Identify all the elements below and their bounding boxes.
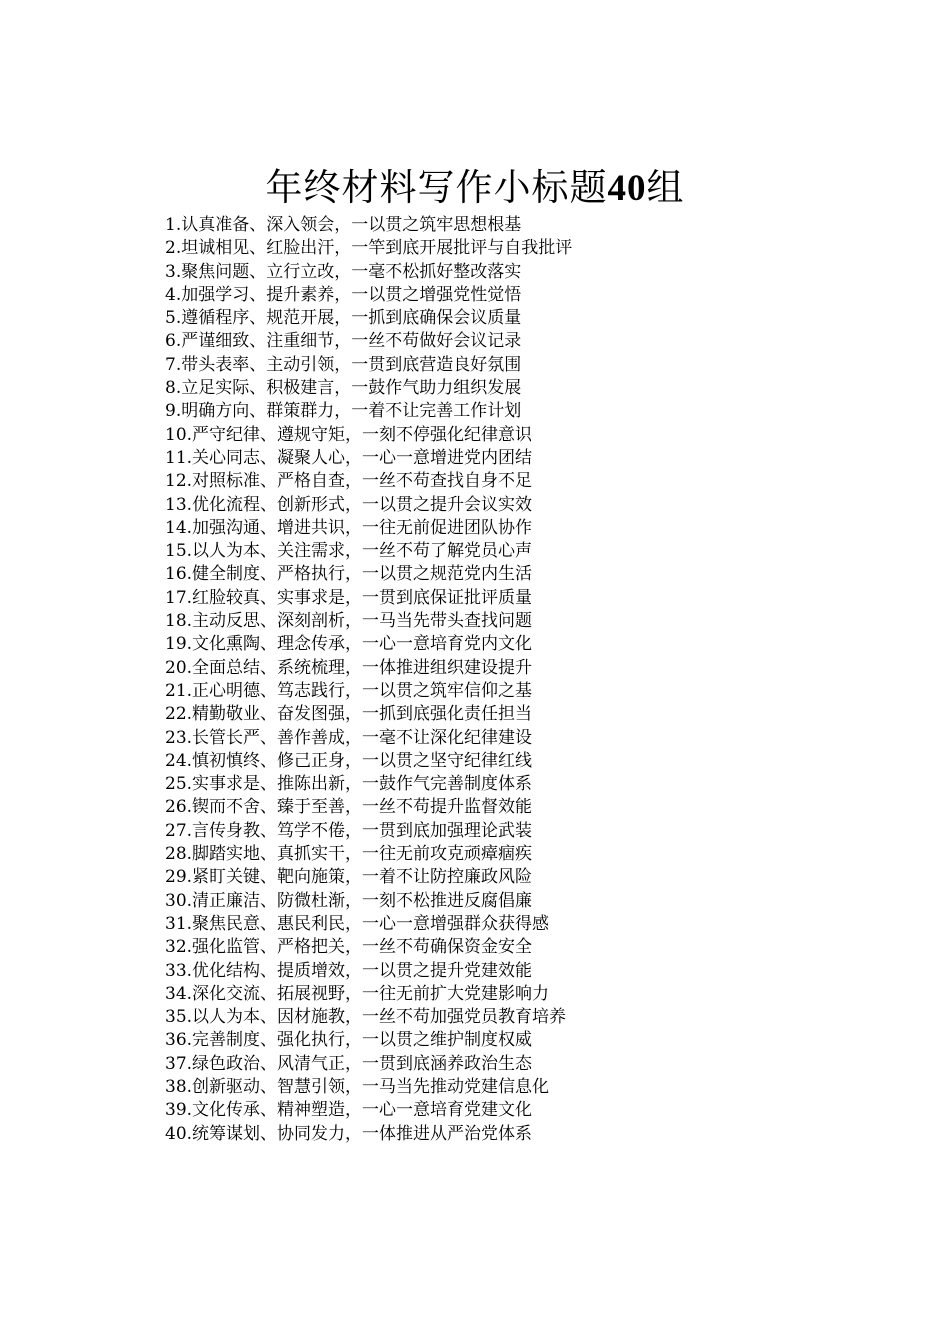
list-item: 10.严守纪律、遵规守矩，一刻不停强化纪律意识 [165,424,533,445]
list-item: 21.正心明德、笃志践行，一以贯之筑牢信仰之基 [165,680,533,701]
list-item: 11.关心同志、凝聚人心，一心一意增进党内团结 [165,447,533,468]
list-item: 29.紧盯关键、靶向施策，一着不让防控廉政风险 [165,867,533,888]
heading-list [165,214,865,1146]
list-item: 22.精勤敬业、奋发图强，一抓到底强化责任担当 [165,704,533,725]
list-item: 6.严谨细致、注重细节，一丝不苟做好会议记录 [165,331,522,352]
title-text: 年终材料写作小标题 [265,166,608,209]
title-suffix: 组 [646,166,685,209]
list-item: 20.全面总结、系统梳理，一体推进组织建设提升 [165,657,533,678]
list-item: 24.慎初慎终、修己正身，一以贯之坚守纪律红线 [165,750,533,771]
list-item: 12.对照标准、严格自查，一丝不苟查找自身不足 [165,471,533,492]
list-item: 2.坦诚相见、红脸出汗，一竿到底开展批评与自我批评 [165,238,573,259]
document-title [0,162,950,215]
list-item: 36.完善制度、强化执行，一以贯之维护制度权威 [165,1030,533,1051]
list-item: 13.优化流程、创新形式，一以贯之提升会议实效 [165,494,533,515]
list-item: 14.加强沟通、增进共识，一往无前促进团队协作 [165,517,533,538]
list-item: 33.优化结构、提质增效，一以贯之提升党建效能 [165,960,533,981]
list-item: 23.长管长严、善作善成，一毫不让深化纪律建设 [165,727,533,748]
list-item: 26.锲而不舍、臻于至善，一丝不苟提升监督效能 [165,797,533,818]
list-item: 7.带头表率、主动引领，一贯到底营造良好氛围 [165,354,522,375]
list-item: 25.实事求是、推陈出新，一鼓作气完善制度体系 [165,774,533,795]
list-item: 3.聚焦问题、立行立改，一毫不松抓好整改落实 [165,261,522,282]
list-item: 15.以人为本、关注需求，一丝不苟了解党员心声 [165,541,533,562]
list-item: 18.主动反思、深刻剖析，一马当先带头查找问题 [165,611,533,632]
list-item: 16.健全制度、严格执行，一以贯之规范党内生活 [165,564,533,585]
list-item: 39.文化传承、精神塑造，一心一意培育党建文化 [165,1100,533,1121]
list-item: 34.深化交流、拓展视野，一往无前扩大党建影响力 [165,983,550,1004]
list-item: 1.认真准备、深入领会，一以贯之筑牢思想根基 [165,215,522,235]
list-item: 5.遵循程序、规范开展，一抓到底确保会议质量 [165,308,522,329]
list-item: 38.创新驱动、智慧引领，一马当先推动党建信息化 [165,1076,550,1097]
list-item: 4.加强学习、提升素养，一以贯之增强党性觉悟 [165,284,522,305]
list-item: 40.统筹谋划、协同发力，一体推进从严治党体系 [165,1123,533,1144]
list-item: 19.文化熏陶、理念传承，一心一意培育党内文化 [165,634,533,655]
list-item: 28.脚踏实地、真抓实干，一往无前攻克顽瘴痼疾 [165,844,533,865]
list-item: 9.明确方向、群策群力，一着不让完善工作计划 [165,401,522,422]
list-item: 35.以人为本、因材施教，一丝不苟加强党员教育培养 [165,1007,567,1028]
list-item: 17.红脸较真、实事求是，一贯到底保证批评质量 [165,587,533,608]
list-item: 30.清正廉洁、防微杜渐，一刻不松推进反腐倡廉 [165,890,533,911]
list-item: 31.聚焦民意、惠民利民，一心一意增强群众获得感 [165,913,550,934]
list-item: 27.言传身教、笃学不倦，一贯到底加强理论武装 [165,820,533,841]
list-item: 8.立足实际、积极建言，一鼓作气助力组织发展 [165,378,522,399]
list-item: 32.强化监管、严格把关，一丝不苟确保资金安全 [165,937,533,958]
title-number: 40 [607,168,647,209]
list-item: 37.绿色政治、风清气正，一贯到底涵养政治生态 [165,1053,533,1074]
